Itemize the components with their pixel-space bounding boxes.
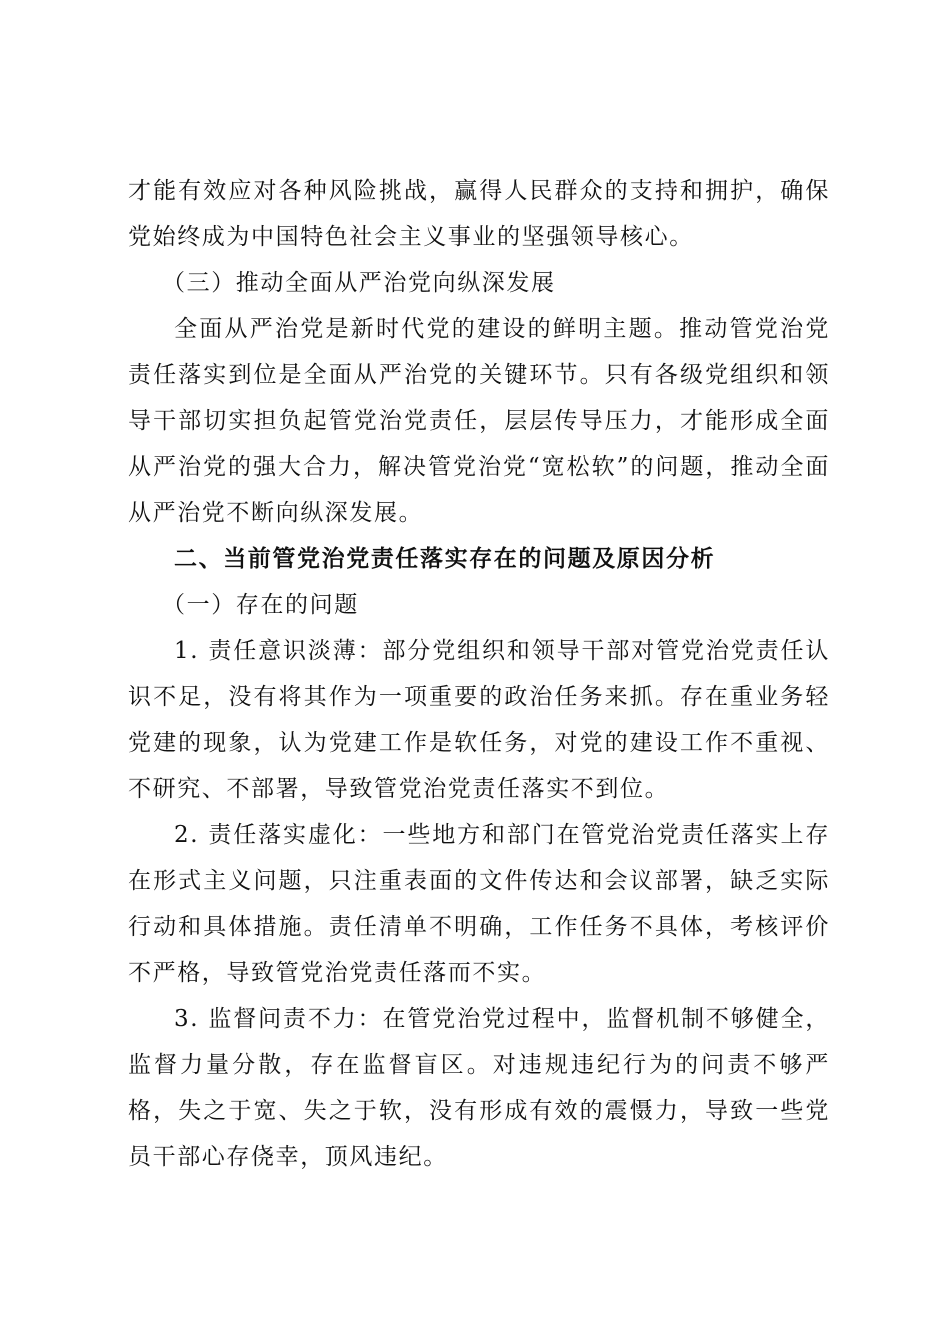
paragraph-problem-3: 3. 监督问责不力：在管党治党过程中，监督机制不够健全，监督力量分散，存在监督盲区。对违规违纪行为的问责不够严格，失之于宽、失之于软，没有形成有效的震慑力，导致一些党员干部心存侥幸，顶风违纪。 [128,1006,830,1170]
subheading-promote-strict-governance: （三）推动全面从严治党向纵深发展 [162,270,556,296]
subheading-existing-problems: （一）存在的问题 [162,592,359,618]
paragraph-strict-governance-theme: 全面从严治党是新时代党的建设的鲜明主题。推动管党治党责任落实到位是全面从严治党的关键环节。只有各级党组织和领导干部切实担负起管党治党责任，层层传导压力，才能形成全面从严治党的强大合力，解决管党治党“宽松软”的问题，推动全面从严治党不断向纵深发展。 [128,316,830,526]
document-body [128,168,830,1180]
section-heading-problems-analysis: 二、当前管党治党责任落实存在的问题及原因分析 [174,545,716,572]
paragraph-continued: 才能有效应对各种风险挑战，赢得人民群众的支持和拥护，确保党始终成为中国特色社会主义事业的坚强领导核心。 [128,178,830,250]
paragraph-problem-1: 1. 责任意识淡薄：部分党组织和领导干部对管党治党责任认识不足，没有将其作为一项重要的政治任务来抓。存在重业务轻党建的现象，认为党建工作是软任务，对党的建设工作不重视、不研究、不部署，导致管党治党责任落实不到位。 [128,638,830,802]
paragraph-problem-2: 2. 责任落实虚化：一些地方和部门在管党治党责任落实上存在形式主义问题，只注重表面的文件传达和会议部署，缺乏实际行动和具体措施。责任清单不明确，工作任务不具体，考核评价不严格，导致管党治党责任落而不实。 [128,822,830,986]
